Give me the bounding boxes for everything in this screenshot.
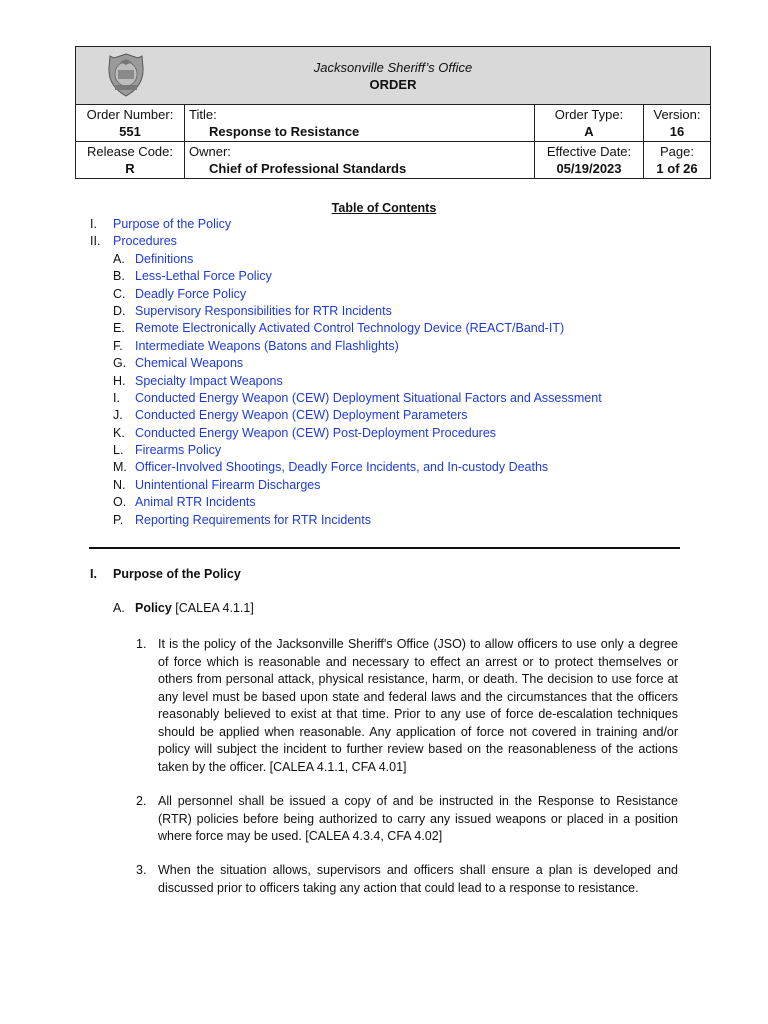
section-divider — [89, 547, 680, 549]
toc-item-row — [90, 494, 602, 511]
order-number-value: 551 — [119, 124, 141, 139]
owner-label: Owner: — [189, 144, 231, 159]
toc-item-number: D. — [113, 303, 126, 318]
toc-item-number: G. — [113, 356, 127, 371]
toc-item-number: P. — [113, 512, 124, 527]
section-number: I. — [90, 567, 97, 581]
agency-name: Jacksonville Sheriff’s Office — [313, 59, 473, 75]
policy-paragraph — [136, 793, 678, 846]
policy-paragraph — [136, 636, 678, 776]
toc-link-cew-post-deployment[interactable]: Conducted Energy Weapon (CEW) Post-Deployment Procedures — [135, 425, 497, 440]
toc-link-chemical-weapons[interactable]: Chemical Weapons — [135, 356, 244, 371]
subsection-reference: [CALEA 4.1.1] — [171, 601, 254, 615]
effective-date-cell — [535, 142, 644, 179]
order-header-table — [75, 46, 711, 179]
effective-date-value: 05/19/2023 — [556, 161, 622, 176]
toc-link-animal-rtr[interactable]: Animal RTR Incidents — [135, 495, 256, 510]
order-number-label: Order Number: — [86, 107, 174, 122]
page-cell — [644, 142, 711, 179]
toc-item-number: C. — [113, 286, 126, 301]
toc-title: Table of Contents — [331, 201, 437, 215]
toc-link-reporting-requirements[interactable]: Reporting Requirements for RTR Incidents — [135, 512, 371, 527]
subsection-heading — [113, 601, 254, 615]
toc-item-number: A. — [113, 251, 125, 266]
order-type-cell — [535, 105, 644, 142]
toc-link-firearms[interactable]: Firearms Policy — [135, 443, 222, 458]
release-code-cell — [76, 142, 185, 179]
toc-item-row — [90, 442, 602, 459]
toc-item-row — [90, 407, 602, 424]
page-label: Page: — [660, 144, 694, 159]
title-cell — [185, 105, 535, 142]
toc-item-number: K. — [113, 425, 125, 440]
document-type: ORDER — [369, 76, 417, 92]
toc-item-row — [90, 512, 602, 529]
subsection-title: Policy — [135, 601, 172, 615]
toc-link-specialty-impact[interactable]: Specialty Impact Weapons — [135, 373, 283, 388]
toc-item-number: N. — [113, 477, 126, 492]
toc-item-row — [90, 459, 602, 476]
toc-link-purpose[interactable]: Purpose of the Policy — [113, 217, 232, 231]
toc-link-supervisory[interactable]: Supervisory Responsibilities for RTR Incidents — [135, 303, 392, 318]
owner-value: Chief of Professional Standards — [209, 161, 407, 176]
toc-item-number: I. — [113, 390, 120, 405]
toc-link-officer-involved[interactable]: Officer-Involved Shootings, Deadly Force Incidents, and In-custody Deaths — [135, 460, 549, 475]
toc-item-number: L. — [113, 443, 124, 458]
policy-paragraph — [136, 862, 678, 897]
paragraph-text: It is the policy of the Jacksonville Sheriff's Office (JSO) to allow officers to use only a degree of force which is reasonable and necessary to effect an arrest or to protect themselves or others from personal attack, physical resistance, harm, or death. The decision to use force at any level must be based upon state and federal laws and the circumstances that the officers reasonably believed to exist at that time. Prior to any use of force de-escalation techniques should be applied when reasonable. Any application of force not covered in training and/or policy will subject the incident to further review based on the reasonableness of the actions taken by the officer. [CALEA 4.1.1, CFA 4.01] — [158, 637, 678, 774]
toc-item-number: O. — [113, 495, 127, 510]
toc-section-number: II. — [90, 234, 101, 249]
toc-section-row — [90, 233, 602, 250]
release-code-label: Release Code: — [87, 144, 173, 159]
paragraph-text: All personnel shall be issued a copy of and be instructed in the Response to Resistance (RTR) policies before being authorized to carry any issued weapons or placed in a position where force may be used. [CALEA 4.3.4, CFA 4.02] — [158, 794, 678, 843]
header-title-cell — [76, 47, 711, 105]
toc-link-definitions[interactable]: Definitions — [135, 251, 194, 266]
toc-item-row — [90, 373, 602, 390]
paragraph-number: 3. — [136, 863, 147, 877]
toc-link-deadly-force[interactable]: Deadly Force Policy — [135, 286, 247, 301]
toc-item-row — [90, 390, 602, 407]
page-value: 1 of 26 — [656, 161, 698, 176]
title-value: Response to Resistance — [209, 124, 360, 139]
section-heading — [90, 567, 241, 581]
toc-link-react[interactable]: Remote Electronically Activated Control Technology Device (REACT/Band-IT) — [135, 321, 565, 336]
toc-link-intermediate-weapons[interactable]: Intermediate Weapons (Batons and Flashlights) — [135, 338, 399, 353]
title-label: Title: — [189, 107, 217, 122]
version-value: 16 — [669, 124, 685, 139]
toc-item-row — [90, 338, 602, 355]
toc-section-number: I. — [90, 217, 97, 231]
toc-item-number: F. — [113, 338, 123, 353]
toc-item-number: M. — [113, 460, 127, 475]
version-label: Version: — [653, 107, 701, 122]
toc-item-row — [90, 425, 602, 442]
paragraph-number: 1. — [136, 637, 147, 651]
paragraph-text: When the situation allows, supervisors and officers shall ensure a plan is developed and discussed prior to officers taking any action that could lead to a response to resistance. — [158, 863, 678, 895]
toc-link-procedures[interactable]: Procedures — [113, 234, 177, 249]
toc-section-row — [90, 216, 602, 233]
owner-cell — [185, 142, 535, 179]
toc-item-row — [90, 268, 602, 285]
subsection-number: A. — [113, 601, 125, 615]
toc-link-unintentional-discharges[interactable]: Unintentional Firearm Discharges — [135, 477, 321, 492]
order-number-cell — [76, 105, 185, 142]
section-title: Purpose of the Policy — [113, 567, 241, 581]
toc-item-number: J. — [113, 408, 123, 423]
sheriff-badge-icon — [106, 52, 146, 98]
toc-link-cew-situational[interactable]: Conducted Energy Weapon (CEW) Deployment Situational Factors and Assessment — [135, 390, 602, 405]
toc-item-number: B. — [113, 269, 125, 284]
version-cell — [644, 105, 711, 142]
toc-link-cew-parameters[interactable]: Conducted Energy Weapon (CEW) Deployment Parameters — [135, 408, 468, 423]
order-type-value: A — [584, 124, 594, 139]
toc-item-row — [90, 286, 602, 303]
toc-item-number: H. — [113, 373, 126, 388]
table-of-contents — [90, 216, 602, 529]
toc-item-row — [90, 251, 602, 268]
toc-item-row — [90, 320, 602, 337]
toc-link-less-lethal[interactable]: Less-Lethal Force Policy — [135, 269, 272, 284]
toc-item-row — [90, 303, 602, 320]
paragraph-number: 2. — [136, 794, 147, 808]
order-type-label: Order Type: — [554, 107, 624, 122]
toc-item-number: E. — [113, 321, 125, 336]
toc-item-row — [90, 355, 602, 372]
toc-item-row — [90, 477, 602, 494]
effective-date-label: Effective Date: — [546, 144, 632, 159]
release-code-value: R — [125, 161, 135, 176]
